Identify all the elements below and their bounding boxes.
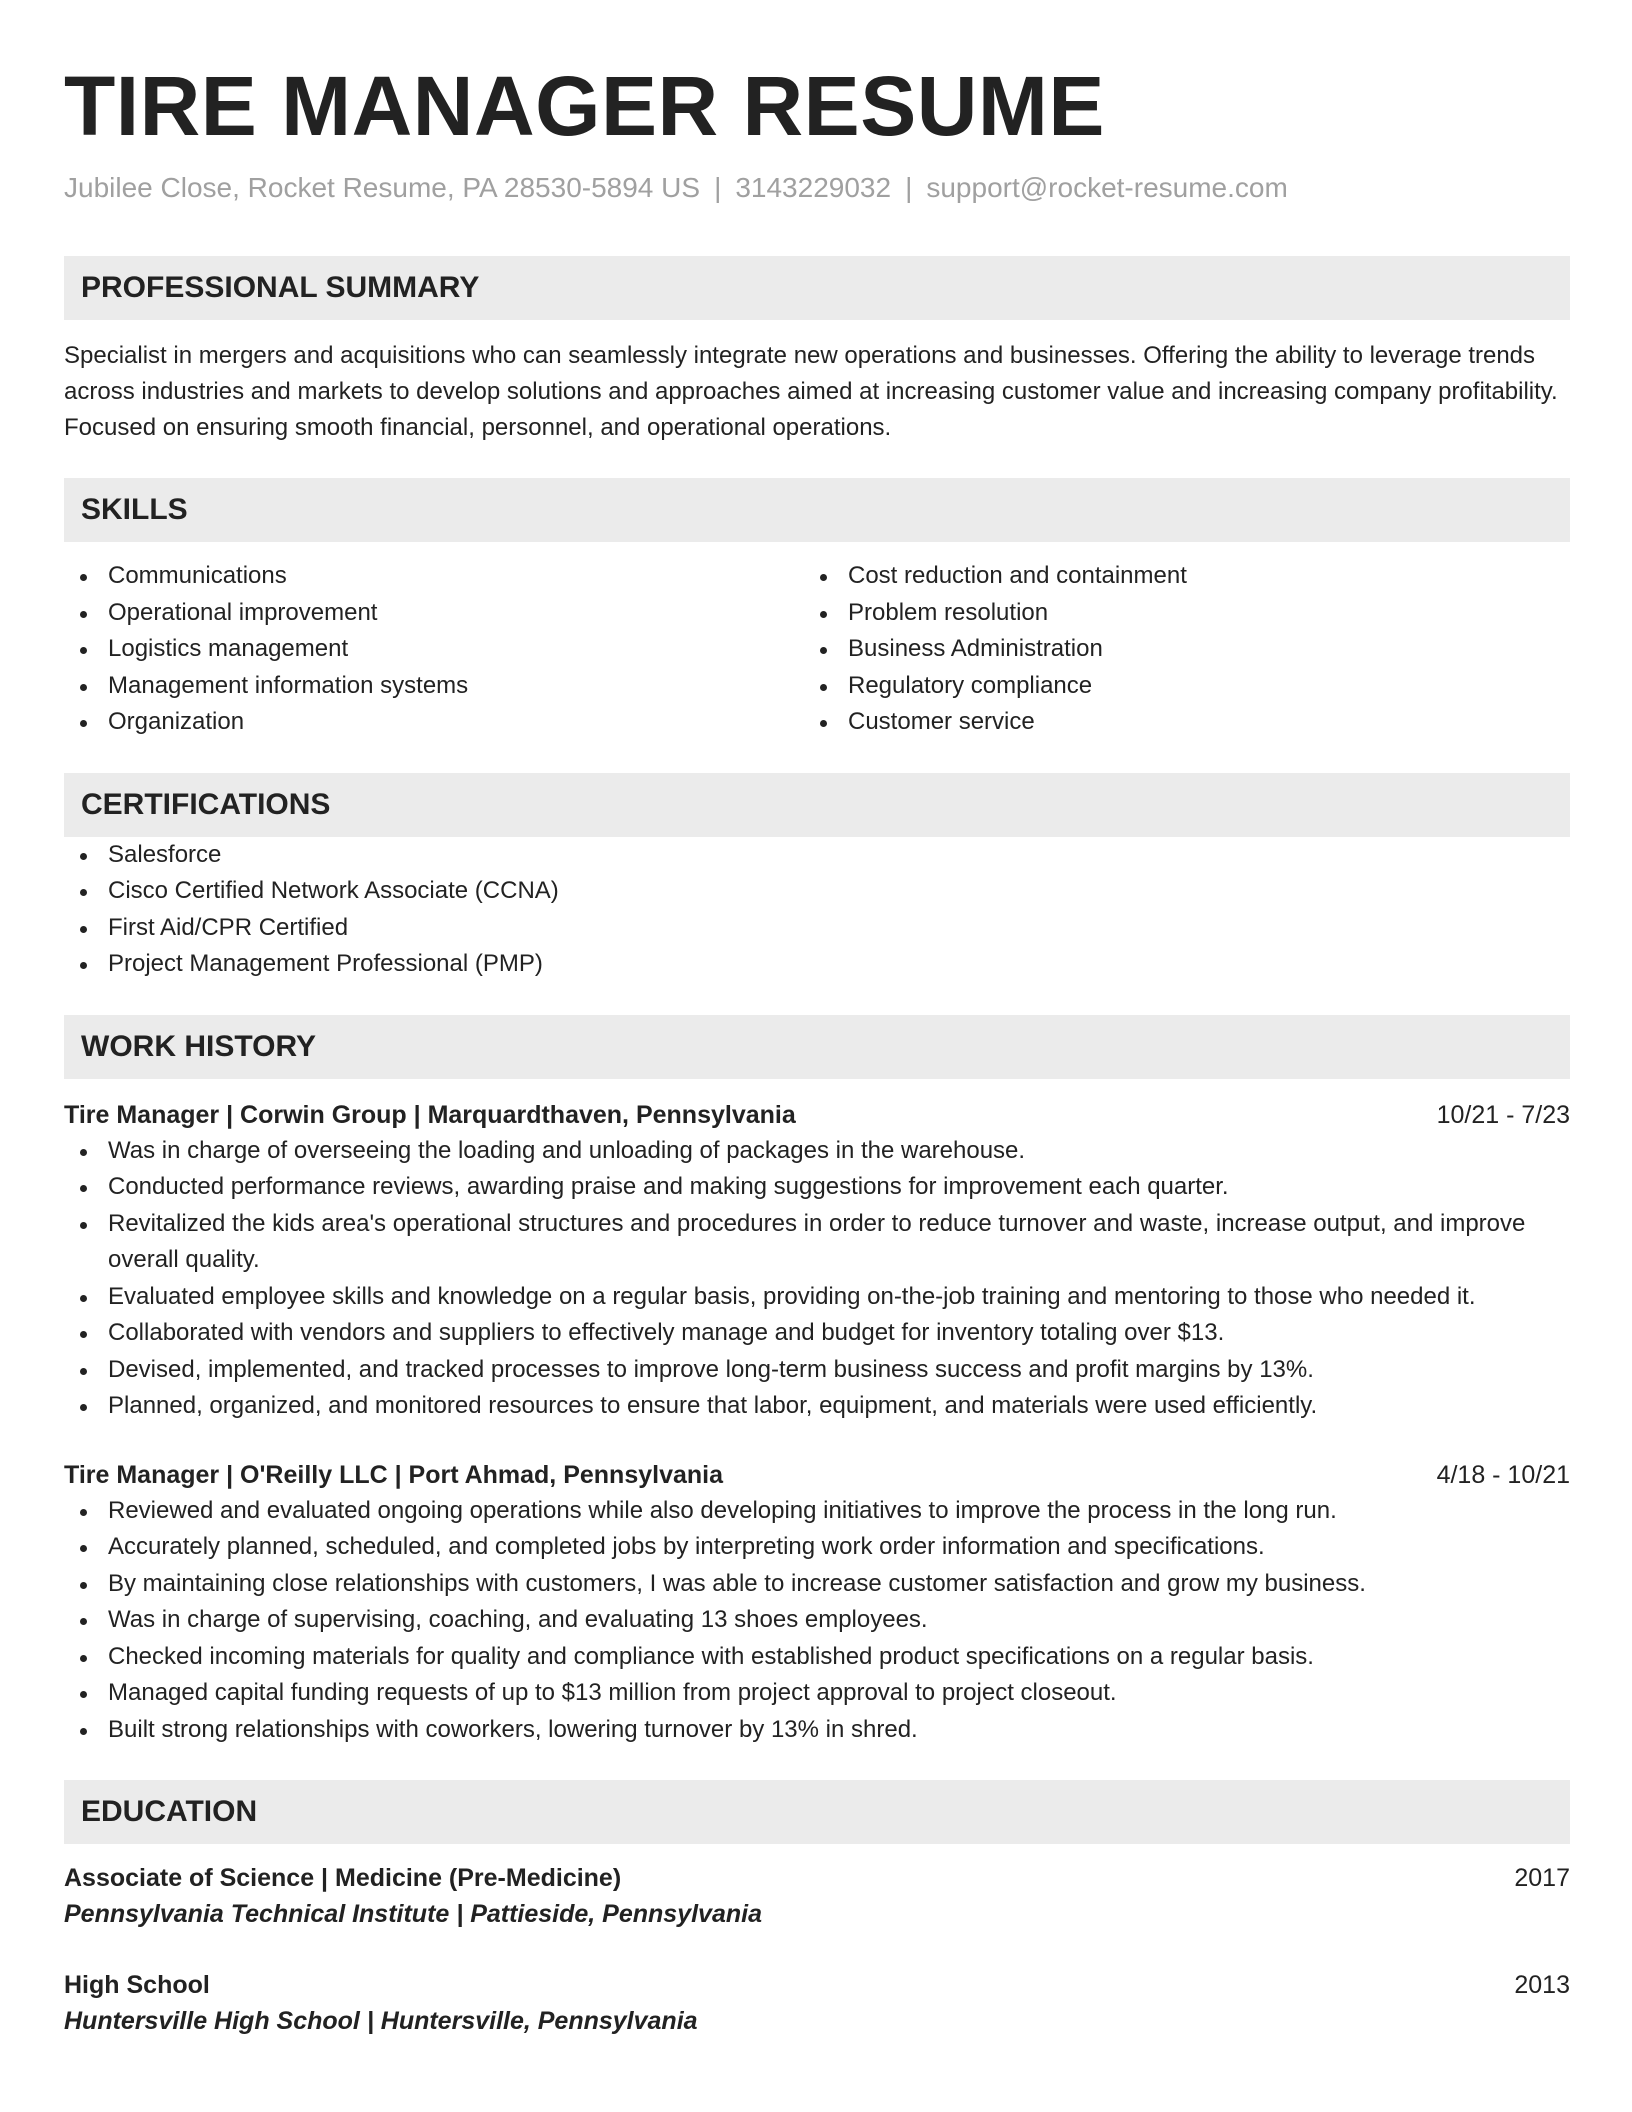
- job-dates: 10/21 - 7/23: [1436, 1100, 1570, 1129]
- skill-item: Regulatory compliance: [804, 668, 1544, 705]
- skill-item: Cost reduction and containment: [804, 558, 1544, 595]
- job-duty: Checked incoming materials for quality and compliance with established product specifications on a regular basis.: [64, 1639, 1570, 1676]
- certification-item: Salesforce: [64, 837, 1570, 874]
- job-duty: Devised, implemented, and tracked processes to improve long-term business success and profit margins by 13%.: [64, 1352, 1570, 1389]
- job-dates: 4/18 - 10/21: [1436, 1460, 1570, 1489]
- skills-list-right: [804, 558, 1544, 741]
- job-header: [64, 1097, 1570, 1133]
- skills-grid: [64, 558, 1570, 741]
- job-header: [64, 1457, 1570, 1493]
- section-header-summary: PROFESSIONAL SUMMARY: [64, 256, 1570, 320]
- job-duties-list: [64, 1133, 1570, 1425]
- skills-column-right: [804, 558, 1544, 741]
- job-duty: Planned, organized, and monitored resources to ensure that labor, equipment, and materials were used efficiently.: [64, 1388, 1570, 1425]
- skill-item: Communications: [64, 558, 804, 595]
- certifications-list: [64, 837, 1570, 983]
- job-title: Tire Manager | Corwin Group | Marquardthaven, Pennsylvania: [64, 1100, 796, 1129]
- contact-address: Jubilee Close, Rocket Resume, PA 28530-5894 US: [64, 172, 701, 203]
- skill-item: Business Administration: [804, 631, 1544, 668]
- contact-separator: |: [905, 172, 913, 203]
- section-header-education: EDUCATION: [64, 1780, 1570, 1844]
- certification-item: Project Management Professional (PMP): [64, 946, 1570, 983]
- education-header: [64, 1860, 1570, 1896]
- contact-line: [64, 170, 1570, 206]
- job-title: Tire Manager | O'Reilly LLC | Port Ahmad, Pennsylvania: [64, 1460, 723, 1489]
- skill-item: Logistics management: [64, 631, 804, 668]
- skill-item: Management information systems: [64, 668, 804, 705]
- job-duty: Evaluated employee skills and knowledge on a regular basis, providing on-the-job training and mentoring to those who needed it.: [64, 1279, 1570, 1316]
- summary-text: Specialist in mergers and acquisitions who can seamlessly integrate new operations and businesses. Offering the ability to leverage trends across industries and markets to develop solutions and approaches aimed at increasing customer value and increasing company profitability. Focused on ensuring smooth financial, personnel, and operational operations.: [64, 342, 1558, 441]
- job-duty: Managed capital funding requests of up to $13 million from project approval to project closeout.: [64, 1675, 1570, 1712]
- education-degree: High School: [64, 1971, 210, 1999]
- job-duty: By maintaining close relationships with customers, I was able to increase customer satisfaction and grow my business.: [64, 1566, 1570, 1603]
- job-duty: Accurately planned, scheduled, and completed jobs by interpreting work order information and specifications.: [64, 1529, 1570, 1566]
- skill-item: Problem resolution: [804, 595, 1544, 632]
- skill-item: Customer service: [804, 704, 1544, 741]
- certification-item: First Aid/CPR Certified: [64, 910, 1570, 947]
- resume-title: TIRE MANAGER RESUME: [64, 59, 1105, 153]
- job-duty: Conducted performance reviews, awarding praise and making suggestions for improvement each quarter.: [64, 1169, 1570, 1206]
- job-duties-list: [64, 1493, 1570, 1749]
- skill-item: Operational improvement: [64, 595, 804, 632]
- education-school: Pennsylvania Technical Institute | Pattieside, Pennsylvania: [64, 1900, 762, 1928]
- education-degree: Associate of Science | Medicine (Pre-Medicine): [64, 1864, 622, 1892]
- job-duty: Collaborated with vendors and suppliers to effectively manage and budget for inventory totaling over $13.: [64, 1315, 1570, 1352]
- certification-item: Cisco Certified Network Associate (CCNA): [64, 873, 1570, 910]
- skills-column-left: [64, 558, 804, 741]
- section-header-work-history: WORK HISTORY: [64, 1015, 1570, 1079]
- contact-separator: |: [714, 172, 722, 203]
- education-school: Huntersville High School | Huntersville, Pennsylvania: [64, 2007, 698, 2035]
- education-entry: [64, 1967, 1570, 2039]
- job-duty: Revitalized the kids area's operational structures and procedures in order to reduce turnover and waste, increase output, and improve overall quality.: [64, 1206, 1570, 1279]
- education-year: 2017: [1514, 1864, 1570, 1892]
- contact-email: support@rocket-resume.com: [926, 172, 1288, 203]
- skills-list-left: [64, 558, 804, 741]
- contact-phone: 3143229032: [735, 172, 892, 203]
- education-year: 2013: [1514, 1971, 1570, 1999]
- job-duty: Built strong relationships with coworkers, lowering turnover by 13% in shred.: [64, 1712, 1570, 1749]
- job-entry: [64, 1457, 1570, 1749]
- section-header-certifications: CERTIFICATIONS: [64, 773, 1570, 837]
- education-header: [64, 1967, 1570, 2003]
- job-entry: [64, 1097, 1570, 1425]
- job-duty: Was in charge of supervising, coaching, and evaluating 13 shoes employees.: [64, 1602, 1570, 1639]
- education-entry: [64, 1860, 1570, 1932]
- section-header-skills: SKILLS: [64, 478, 1570, 542]
- job-duty: Was in charge of overseeing the loading and unloading of packages in the warehouse.: [64, 1133, 1570, 1170]
- skill-item: Organization: [64, 704, 804, 741]
- job-duty: Reviewed and evaluated ongoing operations while also developing initiatives to improve the process in the long run.: [64, 1493, 1570, 1530]
